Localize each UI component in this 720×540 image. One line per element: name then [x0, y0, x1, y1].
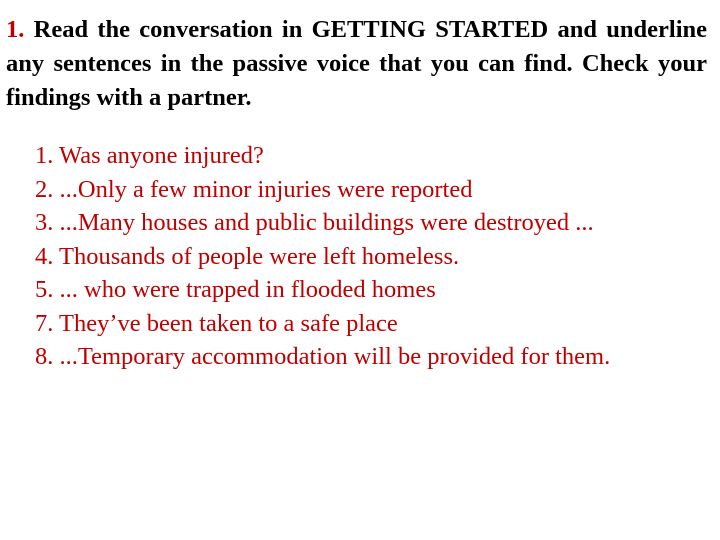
list-item: 8. ...Temporary accommodation will be provided for them.	[35, 343, 611, 370]
passive-sentence-list	[35, 139, 610, 374]
list-item: 3. ...Many houses and public buildings were destroyed ...	[35, 209, 594, 236]
list-item: 1. Was anyone injured?	[35, 142, 264, 169]
task-number: 1.	[6, 16, 25, 43]
list-item: 7. They’ve been taken to a safe place	[35, 309, 398, 337]
task-instruction	[6, 13, 707, 115]
task-text: Read the conversation in GETTING STARTED and underline any sentences in the passive voice that you can find. Check your findings with a partner.	[6, 16, 707, 111]
list-item: 4. Thousands of people were left homeless.	[35, 242, 460, 270]
list-item: 2. ...Only a few minor injuries were reported	[35, 175, 473, 203]
list-item: 5. ... who were trapped in flooded homes	[35, 276, 436, 303]
